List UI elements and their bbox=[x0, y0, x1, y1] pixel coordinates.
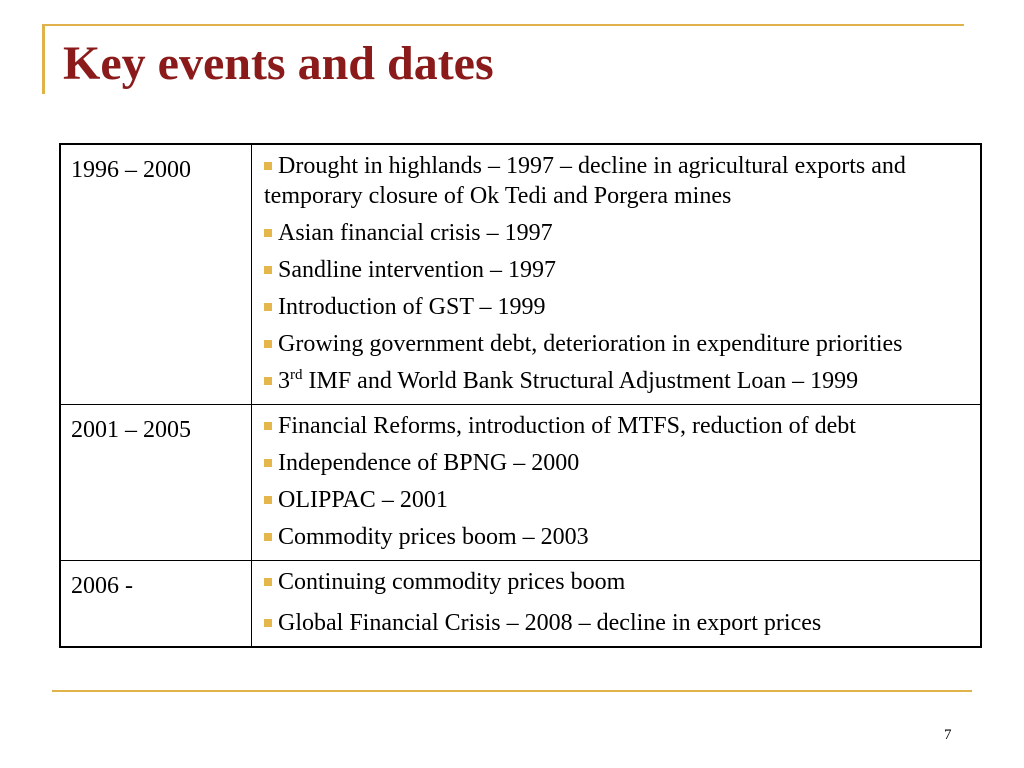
event-text: Asian financial crisis – 1997 bbox=[278, 220, 553, 246]
event-text: Drought in highlands – 1997 – decline in agricultural exports and temporary closure of Ok Tedi and Porgera mines bbox=[264, 153, 906, 209]
events-cell bbox=[252, 144, 982, 405]
table-row-2006 bbox=[60, 561, 981, 648]
title-accent-line-horizontal bbox=[42, 24, 964, 26]
event-text: IMF and World Bank Structural Adjustment Loan – 1999 bbox=[302, 368, 859, 394]
period-cell: 1996 – 2000 bbox=[60, 144, 252, 405]
list-item bbox=[264, 448, 970, 478]
event-text: Introduction of GST – 1999 bbox=[278, 294, 546, 320]
event-text: Continuing commodity prices boom bbox=[278, 569, 626, 595]
list-item bbox=[264, 151, 970, 211]
square-bullet-icon bbox=[264, 303, 272, 311]
footer-accent-line bbox=[52, 690, 972, 692]
square-bullet-icon bbox=[264, 377, 272, 385]
square-bullet-icon bbox=[264, 340, 272, 348]
event-text: Independence of BPNG – 2000 bbox=[278, 450, 580, 476]
list-item bbox=[264, 522, 970, 552]
list-item bbox=[264, 329, 970, 359]
event-text: Sandline intervention – 1997 bbox=[278, 257, 556, 283]
list-item bbox=[264, 485, 970, 515]
square-bullet-icon bbox=[264, 422, 272, 430]
event-text: Global Financial Crisis – 2008 – decline in export prices bbox=[278, 610, 822, 636]
list-item bbox=[264, 608, 970, 638]
square-bullet-icon bbox=[264, 162, 272, 170]
table-row-2001-2005 bbox=[60, 405, 981, 561]
table-row-1996-2000 bbox=[60, 144, 981, 405]
events-cell bbox=[252, 561, 982, 648]
list-item bbox=[264, 366, 970, 396]
period-cell: 2001 – 2005 bbox=[60, 405, 252, 561]
square-bullet-icon bbox=[264, 229, 272, 237]
event-text-prefix: 3 bbox=[278, 368, 290, 394]
period-cell: 2006 - bbox=[60, 561, 252, 648]
events-cell bbox=[252, 405, 982, 561]
list-item bbox=[264, 292, 970, 322]
page-number: 7 bbox=[944, 727, 952, 743]
title-accent-line-vertical bbox=[42, 24, 45, 94]
square-bullet-icon bbox=[264, 578, 272, 586]
event-text: Financial Reforms, introduction of MTFS, reduction of debt bbox=[278, 413, 856, 439]
event-text: Growing government debt, deterioration in expenditure priorities bbox=[278, 331, 903, 357]
list-item bbox=[264, 218, 970, 248]
list-item bbox=[264, 567, 970, 597]
ordinal-superscript: rd bbox=[290, 367, 303, 383]
event-text: Commodity prices boom – 2003 bbox=[278, 524, 589, 550]
square-bullet-icon bbox=[264, 266, 272, 274]
list-item bbox=[264, 411, 970, 441]
list-item bbox=[264, 255, 970, 285]
square-bullet-icon bbox=[264, 496, 272, 504]
square-bullet-icon bbox=[264, 619, 272, 627]
event-text: OLIPPAC – 2001 bbox=[278, 487, 448, 513]
square-bullet-icon bbox=[264, 533, 272, 541]
square-bullet-icon bbox=[264, 459, 272, 467]
events-table bbox=[59, 143, 982, 648]
slide-title: Key events and dates bbox=[63, 37, 494, 90]
